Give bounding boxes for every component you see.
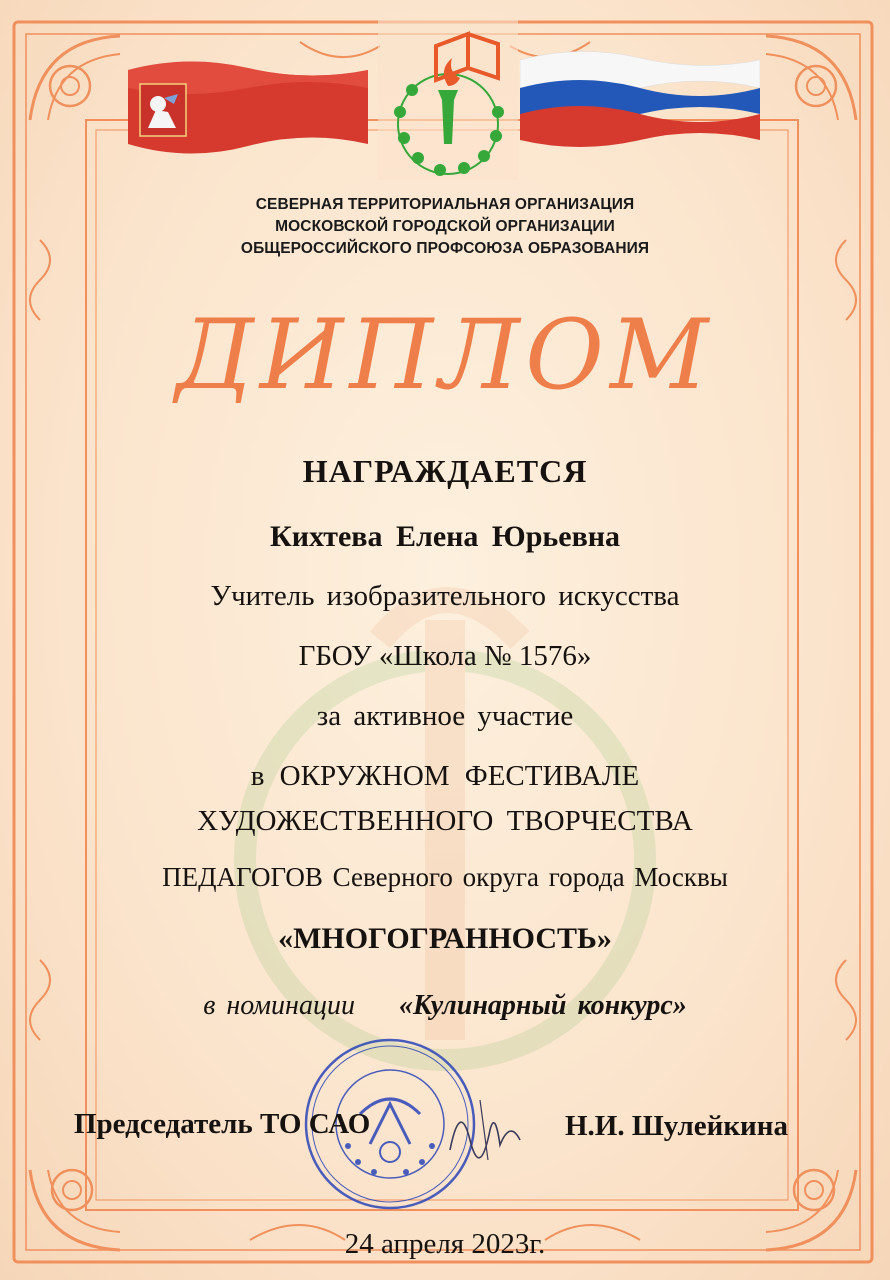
- org-line-3: ОБЩЕРОССИЙСКОГО ПРОФСОЮЗА ОБРАЗОВАНИЯ: [240, 240, 650, 257]
- org-line-2: МОСКОВСКОЙ ГОРОДСКОЙ ОРГАНИЗАЦИИ: [275, 218, 615, 235]
- nomination-name: «Кулинарный конкурс»: [398, 990, 687, 1021]
- org-line-1: СЕВЕРНАЯ ТЕРРИТОРИАЛЬНАЯ ОРГАНИЗАЦИЯ: [255, 196, 635, 213]
- recipient-school: ГБОУ «Школа № 1576»: [298, 640, 592, 672]
- nomination: [0, 990, 890, 1022]
- festival-name: «МНОГОГРАННОСТЬ»: [278, 922, 612, 955]
- festival-line-3: ПЕДАГОГОВ Северного округа города Москвы: [162, 862, 728, 892]
- nomination-prefix: в номинации: [203, 990, 355, 1021]
- moscow-flag-icon: [128, 58, 368, 154]
- signer-name: Н.И. Шулейкина: [565, 1110, 788, 1142]
- awarded-heading: НАГРАЖДАЕТСЯ: [302, 453, 588, 489]
- award-date: 24 апреля 2023г.: [344, 1228, 546, 1260]
- recipient-position: Учитель изобразительного искусства: [210, 580, 680, 612]
- organization-name: [0, 194, 890, 260]
- signer-title: Председатель ТО САО: [74, 1108, 371, 1140]
- festival-line-2: ХУДОЖЕСТВЕННОГО ТВОРЧЕСТВА: [197, 805, 693, 837]
- union-emblem-icon: [378, 20, 518, 180]
- award-reason: за активное участие: [316, 700, 574, 732]
- diploma-title: ДИПЛОМ: [175, 299, 715, 411]
- recipient-name: Кихтева Елена Юрьевна: [269, 520, 621, 553]
- festival-line-1: в ОКРУЖНОМ ФЕСТИВАЛЕ: [250, 760, 640, 792]
- russia-flag-icon: [520, 48, 760, 148]
- handwritten-signature: [440, 1090, 530, 1170]
